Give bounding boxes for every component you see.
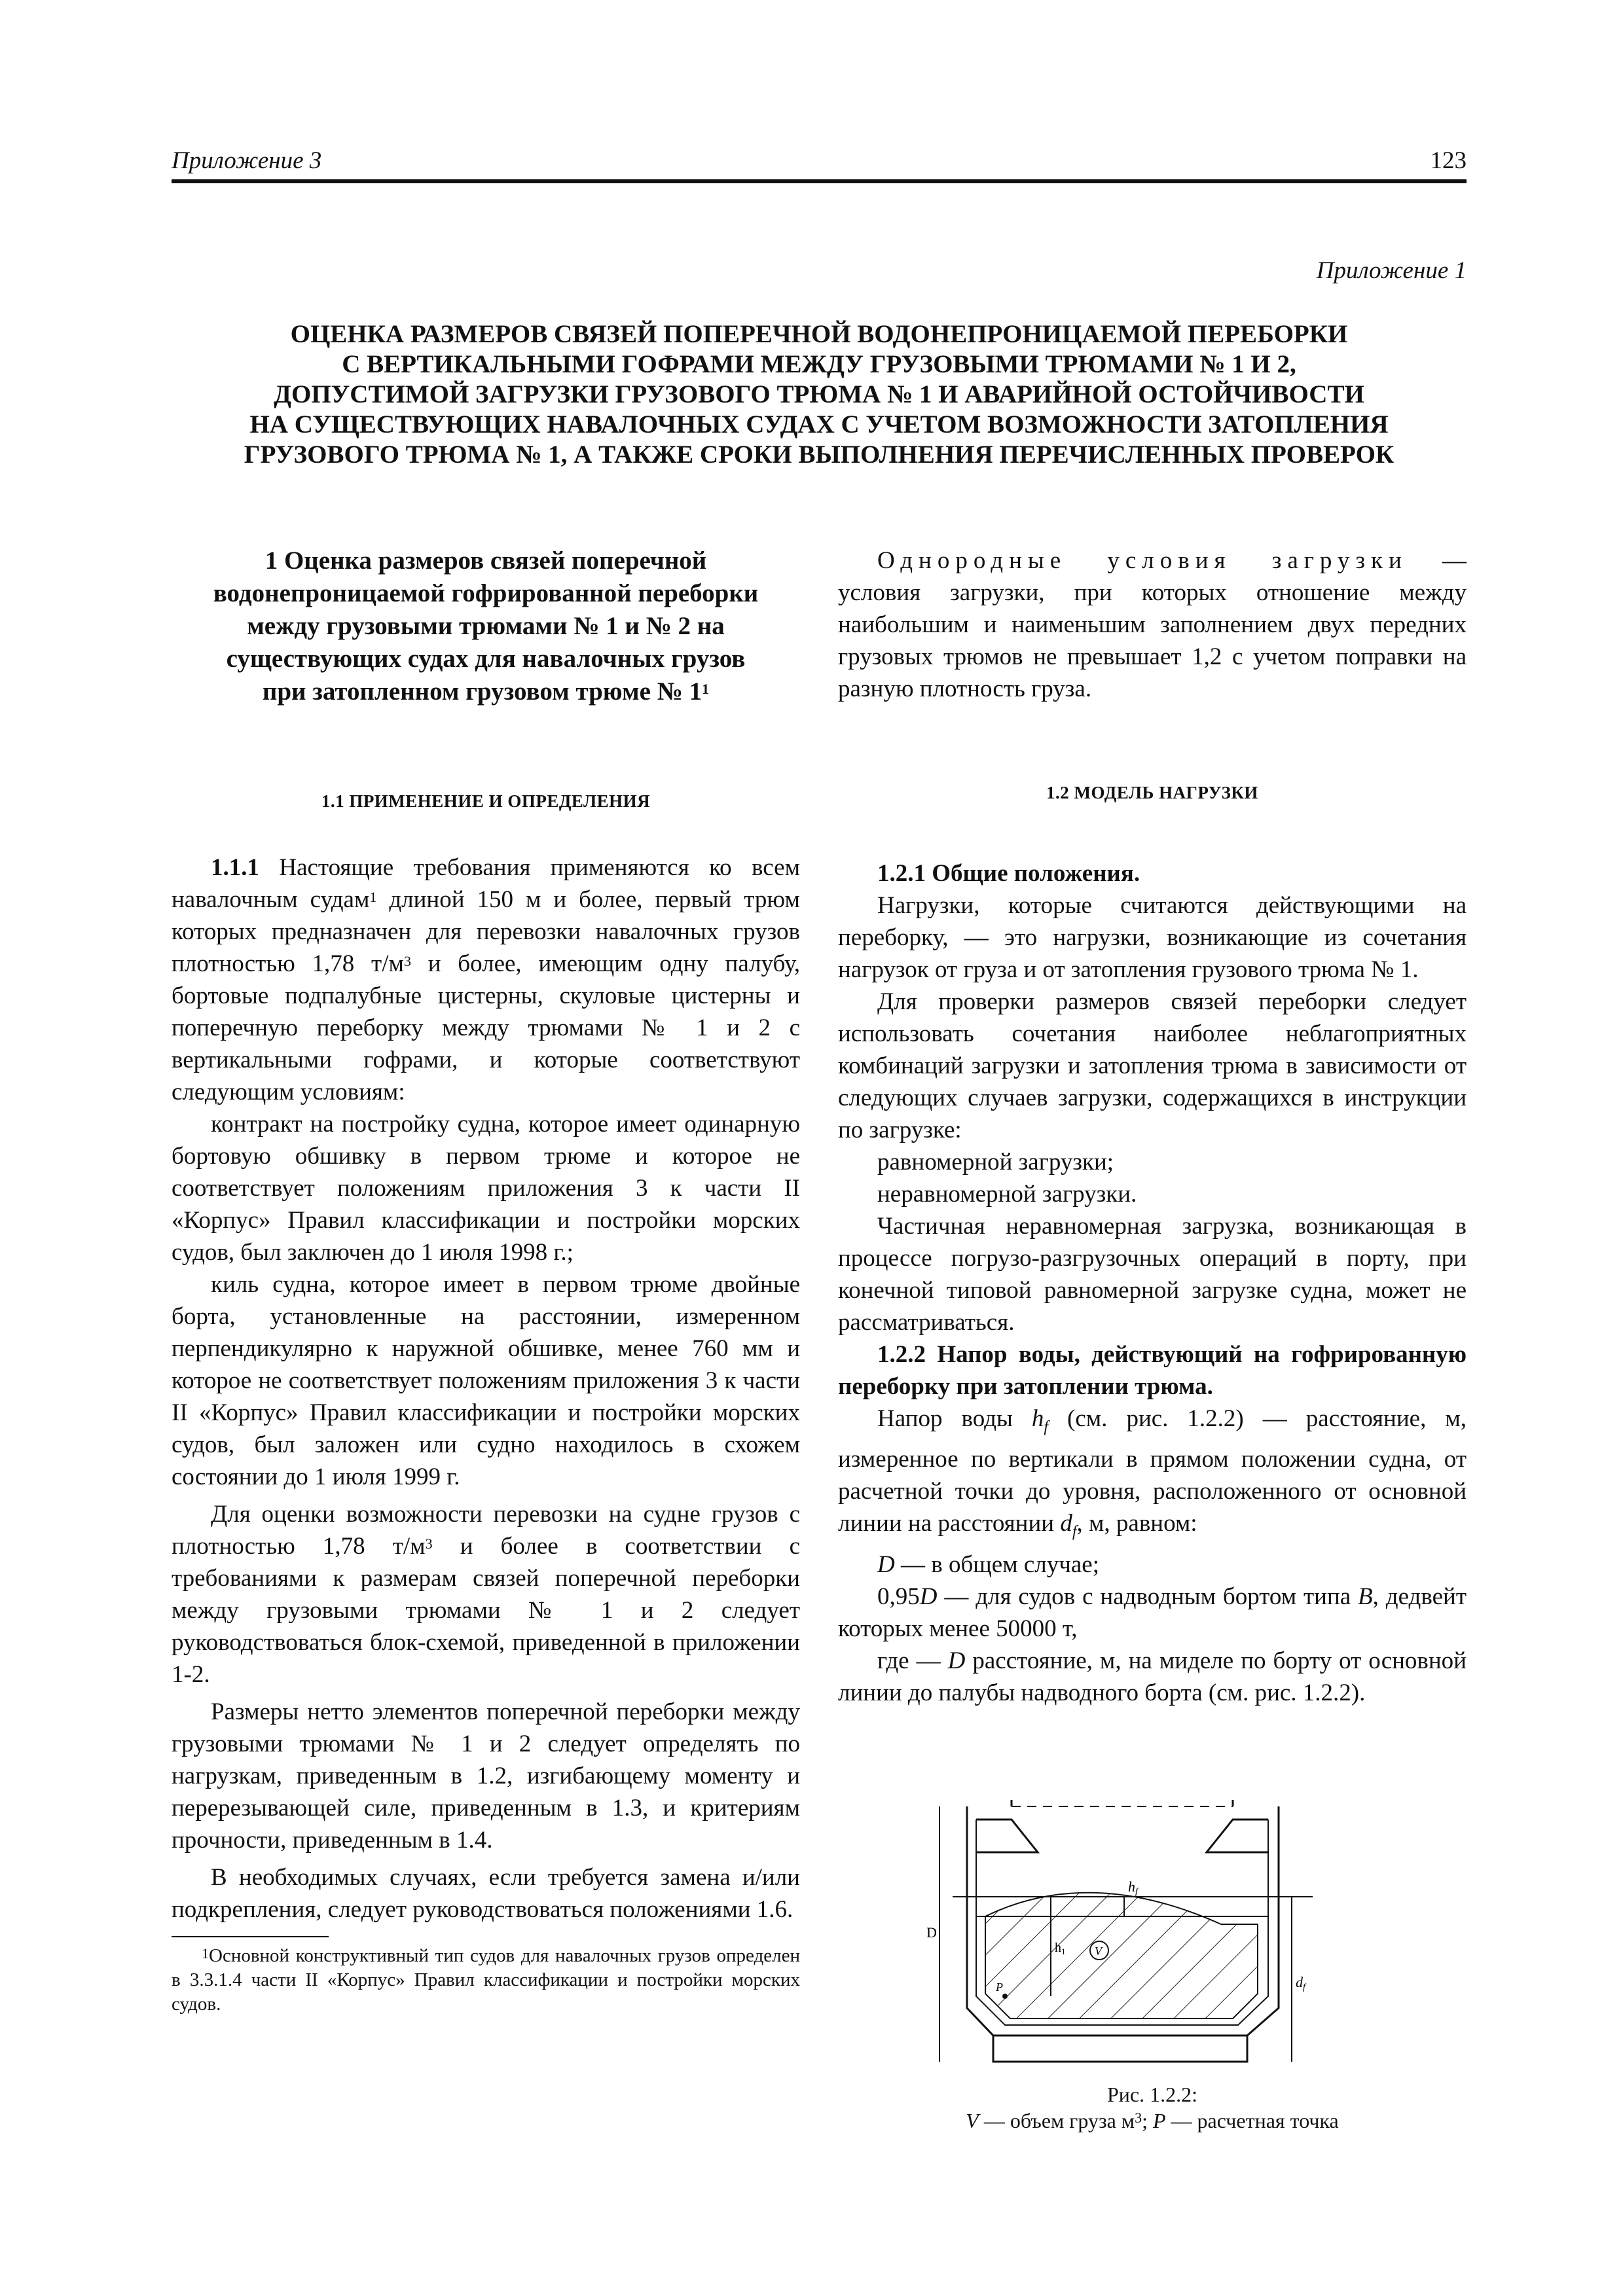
figure-caption (838, 2081, 1467, 2134)
main-title-line: ОЦЕНКА РАЗМЕРОВ СВЯЗЕЙ ПОПЕРЕЧНОЙ ВОДОНЕПРОНИЦАЕМОЙ ПЕРЕБОРКИ (290, 320, 1348, 348)
symbol: d (1060, 1510, 1072, 1537)
paragraph: контракт на постройку судна, которое имеет одинарную бортовую обшивку в первом трюме и которое не соответствует положениям приложения 3 к части II «Корпус» Правил классификации и постройки морских судов, был заключен до 1 июля 1998 г.; (172, 1111, 800, 1266)
subscript: f (1072, 1523, 1077, 1541)
paragraph: Для проверки размеров связей переборки следует использовать сочетания наиболее неблагоприятных комбинаций загрузки и затопления трюма в зависимости от следующих случаев загрузки, содержащихся в инструкции по загрузке: (838, 988, 1467, 1143)
label-h1-sub: 1 (1061, 1946, 1066, 1956)
figure-cross-section (920, 1800, 1313, 2075)
main-title-line: ДОПУСТИМОЙ ЗАГРУЗКИ ГРУЗОВОГО ТРЮМА № 1 И АВАРИЙНОЙ ОСТОЙЧИВОСТИ (274, 380, 1364, 408)
caption-text: — объем груза м (978, 2109, 1135, 2132)
label-hf-main: h (1128, 1878, 1135, 1895)
clause-heading-text: 1.2.1 Общие положения. (877, 860, 1140, 887)
paragraph (838, 1645, 1467, 1709)
main-title-line: С ВЕРТИКАЛЬНЫМИ ГОФРАМИ МЕЖДУ ГРУЗОВЫМИ ТРЮМАМИ № 1 И 2, (342, 350, 1296, 378)
header-rule (172, 179, 1467, 183)
caption-symbol: P (1152, 2109, 1166, 2132)
clause-heading-text: 1.2.2 Напор воды, действующий на гофрированную переборку при затоплении трюма. (838, 1341, 1467, 1400)
appendix-label: Приложение 1 (1316, 257, 1467, 284)
section-title-line (172, 675, 800, 708)
main-title-line: НА СУЩЕСТВУЮЩИХ НАВАЛОЧНЫХ СУДАХ С УЧЕТОМ ВОЗМОЖНОСТИ ЗАТОПЛЕНИЯ (249, 410, 1389, 439)
section-title-line: между грузовыми трюмами № 1 и № 2 на (247, 612, 725, 640)
subscript: f (1044, 1418, 1048, 1436)
section-title-line: 1 Оценка размеров связей поперечной (264, 547, 707, 575)
paragraph: Частичная неравномерная загрузка, возникающая в процессе погрузо-разгрузочных операций в порту, при конечной типовой равномерной загрузке судна, может не рассматриваться. (838, 1213, 1467, 1336)
paragraph (838, 1581, 1467, 1645)
text: расстояние, м, на миделе по борту от основной линии до палубы надводного борта (см. рис. 1.2.2). (838, 1647, 1467, 1706)
label-h1-main: h (1055, 1941, 1061, 1955)
cross-section-drawing (920, 1800, 1313, 2075)
text: — в общем случае; (894, 1551, 1099, 1578)
caption-text: — расчетная точка (1165, 2109, 1339, 2132)
footnote-rule (172, 1936, 329, 1937)
page-number: 123 (1430, 147, 1467, 174)
list-item: неравномерной загрузки. (877, 1181, 1137, 1208)
caption-line (838, 2108, 1467, 2134)
footnote-ref: 1 (369, 889, 377, 905)
text: где — (877, 1647, 948, 1674)
superscript: 3 (403, 953, 411, 969)
text: Для оценки возможности перевозки на судне грузов с плотностью 1,78 т/м (172, 1501, 800, 1560)
label-df-sub: f (1303, 1982, 1305, 1992)
symbol: h (1031, 1405, 1044, 1432)
label-hf-sub: f (1135, 1887, 1138, 1897)
footnote-text: Основной конструктивный тип судов для навалочных грузов определен в 3.3.1.4 части II «Корпус» Правил классификации и постройки морских судов. (172, 1945, 800, 2015)
footnote-marker: 1 (202, 1945, 209, 1962)
text: Напор воды (877, 1405, 1032, 1432)
footnote-ref: 1 (702, 681, 710, 697)
label-df-main: d (1296, 1974, 1303, 1990)
caption-superscript: 3 (1135, 2109, 1142, 2126)
paragraph (172, 1498, 800, 1691)
section-title-line: существующих судах для навалочных грузов (226, 645, 746, 673)
label-df (1296, 1974, 1307, 1992)
superscript: 3 (425, 1535, 433, 1552)
subsection-heading: 1.1 ПРИМЕНЕНИЕ И ОПРЕДЕЛЕНИЯ (321, 791, 651, 811)
caption-symbol: V (966, 2109, 979, 2132)
definition-text: — условия загрузки, при которых отношение между наибольшим и наименьшим заполнением двух передних грузовых трюмов не превышает 1,2 с учетом поправки на разную плотность груза. (838, 547, 1467, 702)
paragraph (838, 1403, 1467, 1549)
running-header-left: Приложение 3 (172, 147, 322, 174)
paragraph: В необходимых случаях, если требуется замена и/или подкрепления, следует руководствоваться положениями 1.6. (172, 1864, 800, 1923)
paragraph: Размеры нетто элементов поперечной переборки между грузовыми трюмами № 1 и 2 следует определять по нагрузкам, приведенным в 1.2, изгибающему моменту и перерезывающей силе, приведенным в 1.3, и критериям прочности, приведенным в 1.4. (172, 1698, 800, 1854)
definition-term: Однородные условия загрузки (877, 547, 1408, 574)
section-title (172, 545, 800, 708)
section-title-text: при затопленном грузовом трюме № 1 (262, 677, 702, 706)
main-title-line: ГРУЗОВОГО ТРЮМА № 1, А ТАКЖЕ СРОКИ ВЫПОЛНЕНИЯ ПЕРЕЧИСЛЕННЫХ ПРОВЕРОК (244, 440, 1395, 469)
clause-heading (838, 857, 1467, 889)
paragraph: киль судна, которое имеет в первом трюме двойные борта, установленные на расстоянии, измеренном перпендикулярно к наружной обшивке, менее 760 мм и которое не соответствует положениям приложения 3 к части II «Корпус» Правил классификации и постройки морских судов, был заложен или судно находилось в схожем состоянии до 1 июля 1999 г. (172, 1271, 800, 1490)
label-D: D (926, 1924, 937, 1941)
caption-text: ; (1142, 2109, 1153, 2132)
design-point (1002, 1994, 1008, 1999)
symbol: D (877, 1551, 895, 1578)
label-V: V (1095, 1945, 1102, 1958)
symbol: D (947, 1647, 966, 1674)
text: Настоящие требования применяются ко всем навалочным судам (172, 854, 800, 913)
list-item: равномерной загрузки; (877, 1149, 1114, 1175)
text: , дедвейт которых менее 50000 т, (838, 1583, 1467, 1642)
symbol: D (919, 1583, 938, 1610)
label-P: P (996, 1981, 1003, 1994)
paragraph: Нагрузки, которые считаются действующими на переборку, — это нагрузки, возникающие из сочетания нагрузок от груза и от затопления грузового трюма № 1. (838, 892, 1467, 983)
running-header (172, 143, 1467, 182)
text: , м, равном: (1076, 1510, 1197, 1537)
text: и более в соответствии с требованиями к размерам связей поперечной переборки между грузовыми трюмами № 1 и 2 следует руководствоваться блок-схемой, приведенной в приложении 1-2. (172, 1533, 800, 1688)
clause-heading (838, 1338, 1467, 1403)
definition-paragraph (838, 545, 1467, 705)
footnote (172, 1944, 800, 2017)
main-title (172, 319, 1467, 470)
clause-number: 1.1.1 (211, 854, 259, 881)
subsection-heading: 1.2 МОДЕЛЬ НАГРУЗКИ (1046, 783, 1258, 802)
text: — для судов с надводным бортом типа (937, 1583, 1359, 1610)
section-title-line: водонепроницаемой гофрированной переборки (213, 579, 759, 607)
paragraph (172, 852, 800, 1108)
cargo-volume (985, 1893, 1258, 2018)
paragraph (838, 1549, 1467, 1581)
text: 0,95 (877, 1583, 920, 1610)
text: и более, имеющим одну палубу, бортовые подпалубные цистерны, скуловые цистерны и поперечную переборку между трюмами № 1 и 2 с вертикальными гофрами, и которые соответствуют следующим условиям: (172, 950, 801, 1105)
label-hf (1128, 1878, 1139, 1897)
right-column (838, 545, 1467, 1709)
text: длиной 150 м и более, первый трюм которых предназначен для перевозки навалочных грузов плотностью 1,78 т/м (172, 886, 800, 977)
caption-line: Рис. 1.2.2: (1106, 2083, 1197, 2106)
symbol: B (1358, 1583, 1373, 1610)
text: (см. рис. 1.2.2) — расстояние, м, измеренное по вертикали в прямом положении судна, от расчетной точки до уровня, расположенного от основной линии на расстоянии (838, 1405, 1467, 1537)
left-column (172, 545, 800, 2017)
